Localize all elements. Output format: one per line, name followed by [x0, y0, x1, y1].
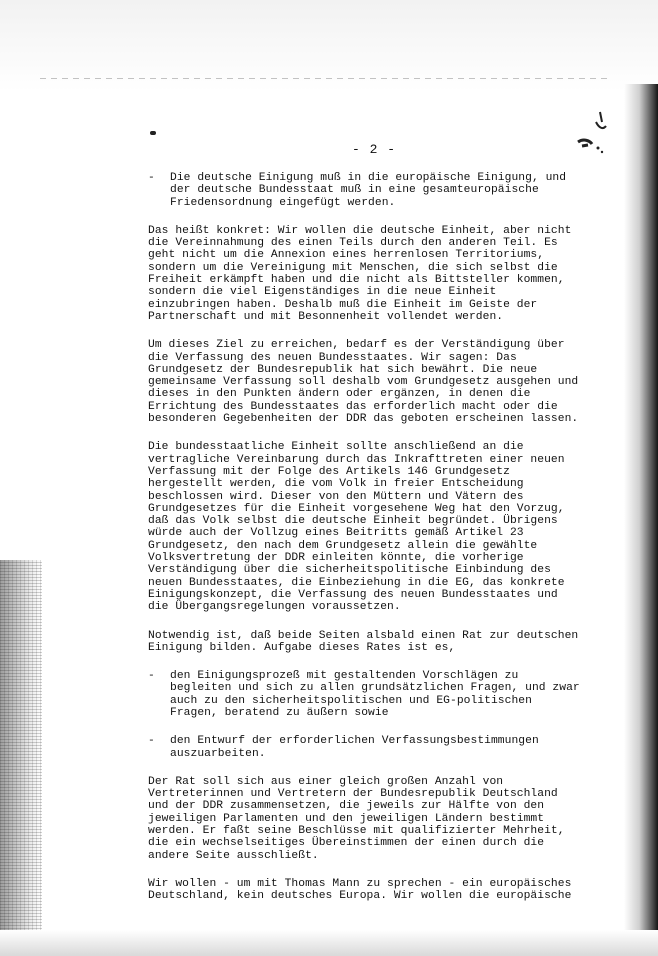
handwritten-mark-icon [572, 108, 612, 158]
scan-artifact-line [40, 78, 610, 79]
ink-speck [150, 131, 156, 135]
page-number: - 2 - [352, 142, 397, 157]
scan-shadow-right [624, 84, 658, 956]
bullet-text: den Einigungsprozeß mit gestaltenden Vorschlägen zu begleiten und sich zu allen grundsätzlichen Fragen, und zwar auch zu den sicherheitspolitischen und EG-politischen Fragen, beratend zu äußern sowie [170, 670, 580, 719]
bullet-marker: - [148, 670, 155, 683]
bullet-item [148, 735, 598, 760]
bullet-item [148, 172, 598, 209]
paragraph: Das heißt konkret: Wir wollen die deutsche Einheit, aber nicht die Vereinnahmung des einen Teils durch den anderen Teil. Es geht nicht um die Annexion eines herrenlosen Territoriums, sondern um die Vereinigung mit Menschen, die sich selbst die Freiheit erkämpft haben und die nicht als Bittsteller kommen, sondern die viel Eigenständiges in die neue Einheit einzubringen haben. Deshalb muß die Einheit im Geiste der Partnerschaft und mit Besonnenheit vollendet werden. [148, 224, 572, 323]
bullet-item [148, 670, 598, 719]
bullet-text: den Entwurf der erforderlichen Verfassungsbestimmungen auszuarbeiten. [170, 735, 539, 760]
document-body [148, 172, 598, 919]
bullet-text: Die deutsche Einigung muß in die europäische Einigung, und der deutsche Bundesstaat muß in eine gesamteuropäische Friedensordnung eingefügt werden. [170, 172, 567, 209]
paragraph: Notwendig ist, daß beide Seiten alsbald einen Rat zur deutschen Einigung bilden. Aufgabe dieses Rates ist es, [148, 629, 579, 654]
bullet-marker: - [148, 172, 155, 184]
scan-shadow-bottom [0, 930, 658, 956]
paragraph: Wir wollen - um mit Thomas Mann zu sprechen - ein europäisches Deutschland, kein deutsches Europa. Wir wollen die europäische [148, 877, 572, 903]
bullet-marker: - [148, 735, 155, 748]
paragraph: Die bundesstaatliche Einheit sollte anschließend an die vertragliche Vereinbarung durch das Inkrafttreten einer neuen Verfassung mit der Folge des Artikels 146 Grundgesetz hergestellt werden, die vom Volk in freier Entscheidung beschlossen wird. Dieser von den Müttern und Vätern des Grundgesetzes für die Einheit vorgesehene Weg hat den Vorzug, daß das Volk selbst die deutsche Einheit begründet. Übrigens würde auch der Vollzug eines Beitritts gemäß Artikel 23 Grundgesetz, den nach dem Grundgesetz allein die gewählte Volksvertretung der DDR einleiten könnte, die vorherige Verständigung über die sicherheitspolitische Einbindung des neuen Bundesstaates, die Einbeziehung in die EG, das konkrete Einigungskonzept, die Verfassung des neuen Bundesstaates und die Übergangsregelungen voraussetzen. [148, 441, 565, 614]
paragraph: Um dieses Ziel zu erreichen, bedarf es der Verständigung über die Verfassung des neuen Bundesstaates. Wir sagen: Das Grundgesetz der Bundesrepublik hat sich bewährt. Die neue gemeinsame Verfassung soll deshalb vom Grundgesetz ausgehen und dieses in den Punkten ändern oder ergänzen, in denen die Errichtung des Bundesstaates das erforderlich macht oder die besonderen Gegebenheiten der DDR das geboten erscheinen lassen. [148, 339, 579, 426]
paragraph: Der Rat soll sich aus einer gleich großen Anzahl von Vertreterinnen und Vertretern der Bundesrepublik Deutschland und der DDR zusammensetzen, die jeweils zur Hälfte von den jeweiligen Parlamenten und den jeweiligen Ländern bestimmt werden. Er faßt seine Beschlüsse mit qualifizierter Mehrheit, die ein wechselseitiges Übereinstimmen der einen durch die andere Seite ausschließt. [148, 775, 565, 862]
scan-noise-left [0, 560, 42, 956]
